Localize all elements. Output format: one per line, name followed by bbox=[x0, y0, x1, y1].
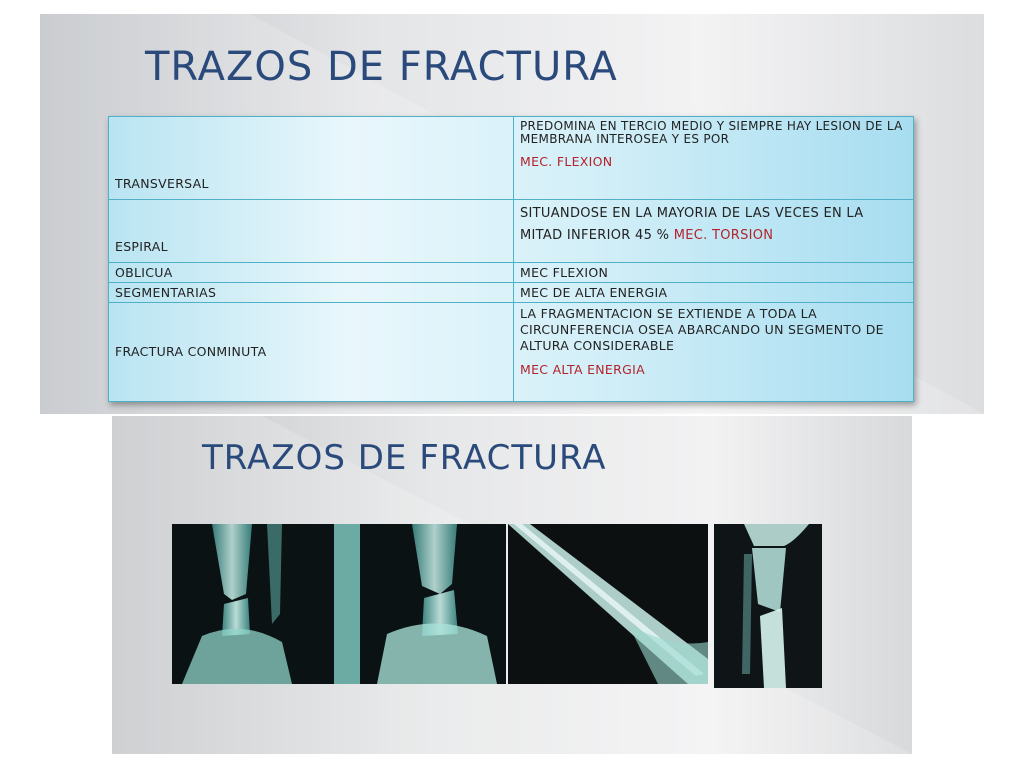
fracture-type-cell: OBLICUA bbox=[109, 262, 514, 282]
slide-fracture-xrays bbox=[112, 416, 912, 754]
fracture-type-cell: ESPIRAL bbox=[109, 199, 514, 262]
table-row bbox=[109, 262, 914, 282]
fracture-description-cell bbox=[514, 117, 914, 200]
fracture-types-table bbox=[108, 116, 914, 402]
fracture-type-cell: SEGMENTARIAS bbox=[109, 282, 514, 302]
table-row bbox=[109, 117, 914, 200]
mechanism-text: MEC DE ALTA ENERGIA bbox=[520, 284, 668, 300]
fracture-type-cell: TRANSVERSAL bbox=[109, 117, 514, 200]
description-text: SITUANDOSE EN LA MAYORIA DE LAS VECES EN LA MITAD INFERIOR 45 % bbox=[520, 205, 864, 243]
fracture-description-cell bbox=[514, 199, 914, 262]
table-row bbox=[109, 199, 914, 262]
xray-lateral-tibia-image bbox=[714, 524, 822, 688]
slide-fracture-types-table bbox=[40, 14, 984, 414]
slide-title: TRAZOS DE FRACTURA bbox=[145, 44, 618, 90]
fracture-description-cell bbox=[514, 262, 914, 282]
table-row bbox=[109, 282, 914, 302]
table-row bbox=[109, 302, 914, 401]
description-text: LA FRAGMENTACION SE EXTIENDE A TODA LA CIRCUNFERENCIA OSEA ABARCANDO UN SEGMENTO DE ALTURA CONSIDERABLE bbox=[520, 305, 884, 353]
mechanism-text: MEC. FLEXION bbox=[520, 154, 613, 169]
mechanism-text: MEC ALTA ENERGIA bbox=[520, 361, 645, 377]
xray-leg-fracture-image bbox=[172, 524, 506, 684]
description-text: PREDOMINA EN TERCIO MEDIO Y SIEMPRE HAY LESION DE LA MEMBRANA INTEROSEA Y ES POR bbox=[520, 119, 903, 146]
mechanism-text: MEC FLEXION bbox=[520, 264, 609, 280]
fracture-type-cell: FRACTURA CONMINUTA bbox=[109, 302, 514, 401]
mechanism-text: MEC. TORSION bbox=[673, 227, 774, 243]
fracture-description-cell bbox=[514, 282, 914, 302]
slide-title: TRAZOS DE FRACTURA bbox=[202, 438, 607, 478]
fracture-description-cell bbox=[514, 302, 914, 401]
xray-oblique-fracture-image bbox=[508, 524, 708, 684]
